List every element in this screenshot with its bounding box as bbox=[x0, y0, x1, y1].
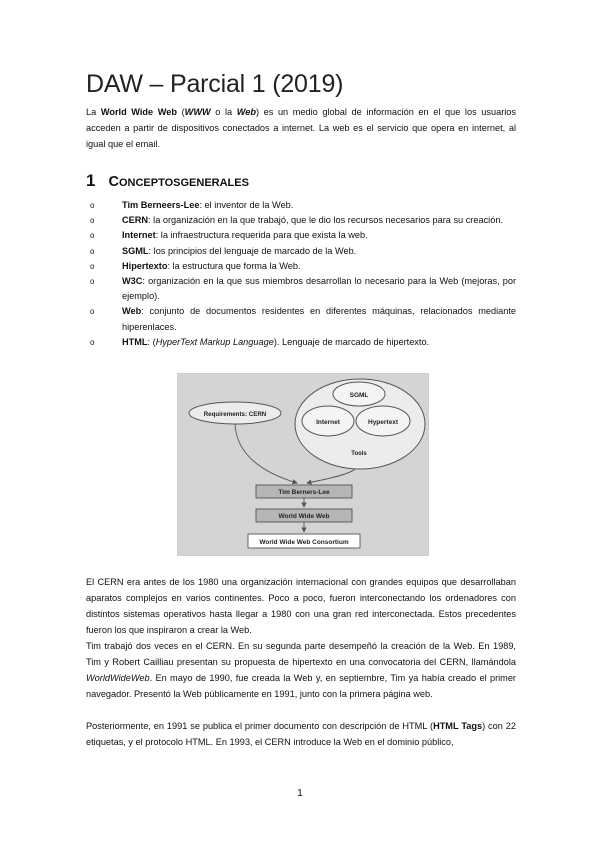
list-item bbox=[86, 198, 516, 213]
list-item bbox=[86, 335, 516, 350]
list-item-term: HTML bbox=[122, 336, 148, 347]
sgml-label: SGML bbox=[349, 392, 369, 399]
bullet: o bbox=[90, 277, 95, 287]
intro-bold-term: World Wide Web bbox=[100, 107, 177, 117]
intro-text: o la bbox=[210, 107, 237, 117]
intro-italic-www: WWW bbox=[184, 107, 211, 117]
paragraph-text: ) con 22 etiquetas, y el protocolo HTML. En 1993, el CERN introduce la Web en el dominio público, bbox=[86, 721, 516, 747]
list-item-text: ). Lenguaje de marcado de hipertexto. bbox=[273, 336, 430, 347]
internet-label: Internet bbox=[316, 419, 340, 426]
bullet: o bbox=[90, 216, 95, 226]
list-item-italic: HyperText Markup Language bbox=[155, 336, 274, 347]
bullet: o bbox=[90, 261, 95, 271]
paragraph-bold: HTML Tags bbox=[433, 721, 483, 731]
page-number: 1 bbox=[297, 788, 303, 799]
paragraph-cern: El CERN era antes de los 1980 una organización internacional con grandes equipos que desarrollaban aparatos complejos en varios continentes. Poco a poco, fueron interconectando los ordenadores con distintos sistemas operativos hasta llegar a 1980 con una gran red interconectada. Estos precedentes fueron los que inspiraron a crear la Web. bbox=[86, 577, 516, 635]
concepts-list bbox=[86, 198, 516, 350]
web-origins-diagram bbox=[177, 373, 429, 556]
list-item-term: Web bbox=[122, 306, 142, 317]
intro-text: ) es un medio global de información en el que los usuarios acceden a partir de dispositivos conectados a internet. La web es el servicio que opera en internet, al igual que el email. bbox=[86, 107, 517, 149]
list-item-term: Tim Berneers-Lee bbox=[122, 200, 200, 210]
bullet: o bbox=[90, 307, 95, 317]
list-item bbox=[86, 259, 516, 274]
intro-text: La bbox=[86, 107, 101, 117]
paragraph-html bbox=[86, 718, 516, 750]
intro-paragraph bbox=[86, 104, 516, 152]
section-title-initial: C bbox=[108, 174, 119, 190]
list-item-text: : el inventor de la Web. bbox=[199, 200, 294, 210]
list-item bbox=[86, 244, 516, 259]
list-item-text: : los principios del lenguaje de marcado de la Web. bbox=[148, 245, 357, 256]
tools-label: Tools bbox=[351, 451, 367, 457]
bullet: o bbox=[90, 246, 95, 256]
paragraph-text: Posteriormente, en 1991 se publica el primer documento con descripción de HTML ( bbox=[86, 721, 434, 731]
section-number: 1 bbox=[86, 171, 96, 190]
bullet: o bbox=[90, 337, 95, 347]
list-item-term: CERN bbox=[122, 215, 149, 226]
bullet: o bbox=[90, 201, 95, 210]
list-item-text: : la estructura que forma la Web. bbox=[167, 260, 301, 271]
list-item-text: : organización en la que sus miembros desarrollan lo necesario para la Web (mejoras, por ejemplo). bbox=[122, 276, 516, 302]
intro-text: ( bbox=[176, 107, 185, 117]
hypertext-label: Hypertext bbox=[368, 419, 398, 426]
consortium-label: World Wide Web Consortium bbox=[259, 539, 349, 546]
list-item-text: : la infraestructura requerida para que exista la web. bbox=[155, 230, 368, 241]
list-item bbox=[86, 228, 516, 243]
intro-italic-web: Web bbox=[236, 107, 256, 117]
tim-berners-lee-label: Tim Berners-Lee bbox=[278, 489, 330, 496]
paragraph-italic: WorldWideWeb bbox=[86, 673, 150, 683]
list-item bbox=[86, 304, 516, 334]
paragraph-text: . En mayo de 1990, fue creada la Web y, en septiembre, Tim ya había creado el primer navegador. Presentó la Web públicamente en 1991, junto con la primera página web. bbox=[86, 673, 516, 699]
list-item-text: : ( bbox=[147, 336, 156, 347]
section-title-rest: ONCEPTOS bbox=[118, 177, 181, 189]
paragraph-text: Tim trabajó dos veces en el CERN. En su segunda parte desempeñó la creación de la Web. En 1989, Tim y Robert Cailliau presentan su propuesta de hipertexto en una convocatoria del CERN, llamándola bbox=[86, 641, 516, 667]
list-item-text: : la organización en la que trabajó, que le dio los recursos necesarios para su creación. bbox=[148, 215, 503, 226]
bullet: o bbox=[90, 231, 95, 241]
list-item-term: Hipertexto bbox=[122, 260, 168, 271]
requirements-label: Requirements: CERN bbox=[203, 411, 267, 418]
list-item-term: Internet bbox=[122, 230, 156, 241]
list-item-text: : conjunto de documentos residentes en diferentes máquinas, relacionados mediante hiperenlaces. bbox=[122, 306, 516, 332]
list-item bbox=[86, 274, 516, 304]
paragraph-tim bbox=[86, 638, 516, 702]
list-item bbox=[86, 213, 516, 228]
page-title: DAW – Parcial 1 (2019) bbox=[86, 70, 344, 98]
list-item-term: SGML bbox=[122, 245, 149, 256]
section-title-rest-2: GENERALES bbox=[180, 177, 249, 189]
world-wide-web-label: World Wide Web bbox=[278, 513, 330, 520]
section-heading bbox=[86, 171, 249, 191]
list-item-term: W3C bbox=[122, 276, 143, 287]
